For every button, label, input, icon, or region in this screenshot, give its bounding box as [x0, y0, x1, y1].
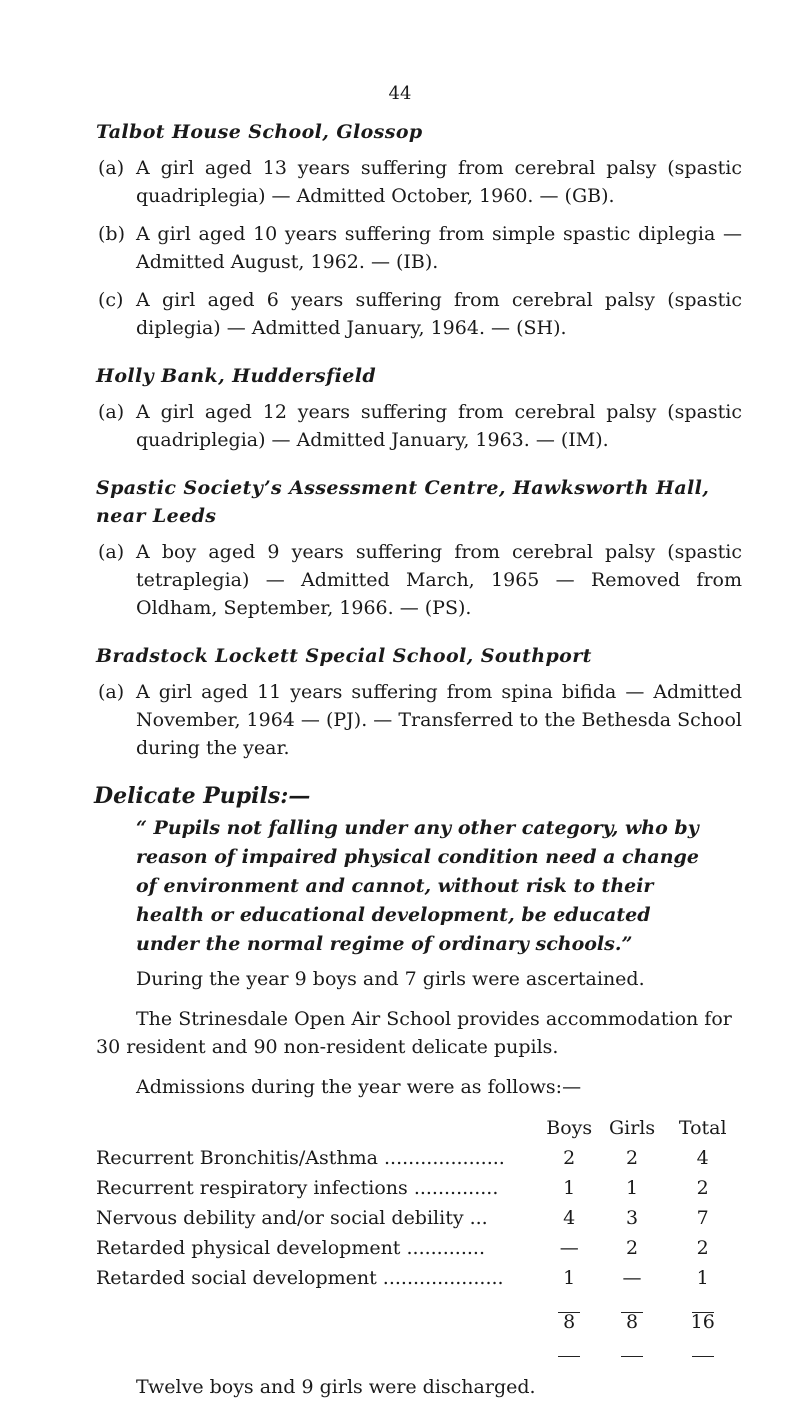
column-header-girls: Girls [608, 1117, 656, 1139]
cell-total: 4 [696, 1147, 709, 1169]
cell-boys: 4 [563, 1207, 576, 1229]
cell-girls: 3 [625, 1207, 639, 1229]
list-item [96, 154, 742, 210]
cell-girls: 2 [625, 1237, 639, 1259]
entry-label: (a) [98, 401, 125, 423]
table-row [96, 1173, 742, 1203]
entry-text: A girl aged 12 years suffering from cerebral palsy (spastic quadriplegia) — Admitted January, 1963. — (IM). [136, 401, 742, 451]
total-girls: 8 [625, 1311, 639, 1333]
definition-quote: “ Pupils not falling under any other category, who by reason of impaired physical condition need a change of environment and cannot, without risk to their health or educational development, be educated under the normal regime of ordinary schools.” [136, 817, 699, 955]
table-row [96, 1203, 742, 1233]
entry-text: A boy aged 9 years suffering from cerebral palsy (spastic tetraplegia) — Admitted March, 1965 — Removed from Oldham, September, 1966. — (PS). [136, 541, 742, 619]
cell-boys: 1 [563, 1177, 576, 1199]
table-row [96, 1233, 742, 1263]
cell-total: 7 [696, 1207, 709, 1229]
cell-boys: 1 [563, 1267, 576, 1289]
entry-label: (b) [98, 223, 125, 245]
row-label: Retarded physical development ............. [96, 1237, 485, 1259]
entry-text: A girl aged 11 years suffering from spina bifida — Admitted November, 1964 — (PJ). — Transferred to the Bethesda School during the year. [136, 681, 742, 759]
total-boys: 8 [563, 1311, 576, 1333]
paragraph-admissions: Admissions during the year were as follows:— [136, 1076, 582, 1098]
totals-row [96, 1307, 742, 1337]
section-bradstock-lockett [96, 642, 742, 762]
column-header-boys: Boys [546, 1117, 593, 1139]
section-spastic-society [96, 474, 742, 622]
row-label: Nervous debility and/or social debility ... [96, 1207, 488, 1229]
table-row [96, 1263, 742, 1293]
row-label: Recurrent Bronchitis/Asthma .................... [96, 1147, 505, 1169]
row-label: Recurrent respiratory infections .............. [96, 1177, 499, 1199]
list-item [96, 220, 742, 276]
admissions-table [96, 1113, 742, 1351]
page-number: 44 [388, 83, 412, 104]
paragraph-accommodation: The Strinesdale Open Air School provides accommodation for 30 resident and 90 non-resident delicate pupils. [96, 1008, 732, 1058]
rule-below-totals [96, 1337, 742, 1351]
discharged-note: Twelve boys and 9 girls were discharged. [136, 1376, 536, 1398]
page-content [96, 118, 742, 1401]
row-label: Retarded social development .................... [96, 1267, 504, 1289]
section-heading: Bradstock Lockett Special School, Southport [96, 645, 592, 667]
cell-total: 2 [696, 1237, 709, 1259]
list-item [96, 538, 742, 622]
column-header-total: Total [678, 1117, 727, 1139]
cell-boys: 2 [563, 1147, 576, 1169]
entry-text: A girl aged 6 years suffering from cerebral palsy (spastic diplegia) — Admitted January, 1964. — (SH). [136, 289, 742, 339]
list-item [96, 286, 742, 342]
entry-text: A girl aged 13 years suffering from cerebral palsy (spastic quadriplegia) — Admitted October, 1960. — (GB). [136, 157, 742, 207]
entry-label: (a) [98, 681, 125, 703]
entry-label: (c) [98, 289, 124, 311]
table-row [96, 1143, 742, 1173]
section-heading: Talbot House School, Glossop [96, 121, 423, 143]
section-heading: Spastic Society’s Assessment Centre, Hawksworth Hall, near Leeds [96, 477, 710, 527]
cell-girls: 1 [625, 1177, 639, 1199]
entry-label: (a) [98, 157, 125, 179]
cell-boys: — [559, 1237, 579, 1259]
rule-above-totals [96, 1293, 742, 1307]
cell-girls: — [622, 1267, 642, 1289]
cell-total: 1 [696, 1267, 709, 1289]
entry-text: A girl aged 10 years suffering from simple spastic diplegia — Admitted August, 1962. — (IB). [136, 223, 742, 273]
cell-girls: 2 [625, 1147, 639, 1169]
section-holly-bank [96, 362, 742, 454]
section-talbot-house [96, 118, 742, 342]
list-item [96, 678, 742, 762]
table-header [96, 1113, 742, 1143]
cell-total: 2 [696, 1177, 709, 1199]
section-heading: Holly Bank, Huddersfield [96, 365, 377, 387]
paragraph-ascertained: During the year 9 boys and 7 girls were ascertained. [136, 968, 645, 990]
list-item [96, 398, 742, 454]
total-all: 16 [690, 1311, 715, 1333]
delicate-pupils-heading: Delicate Pupils:— [94, 783, 311, 809]
entry-label: (a) [98, 541, 125, 563]
